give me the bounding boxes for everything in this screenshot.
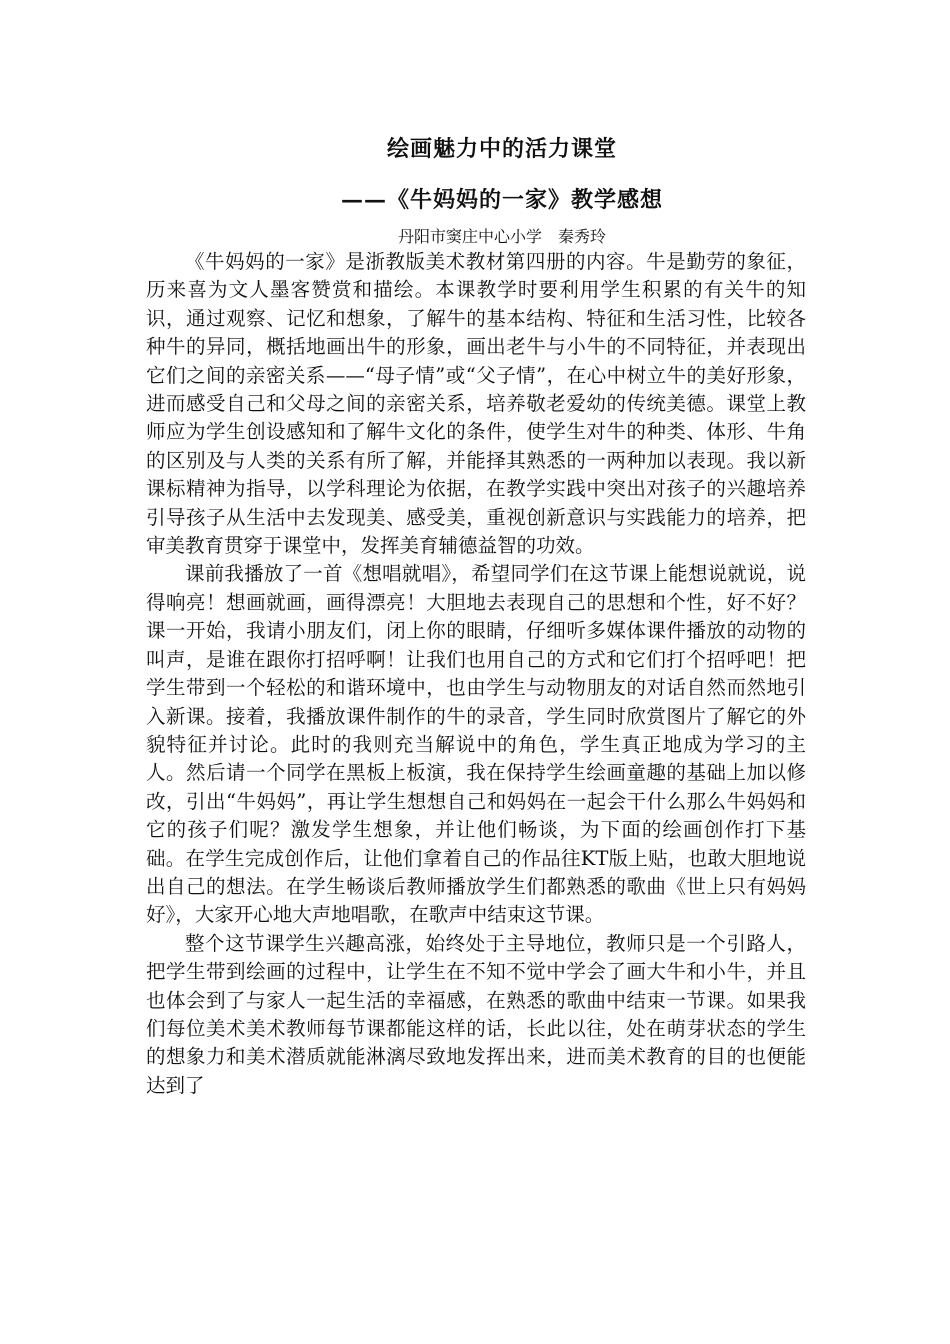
paragraph: 课前我播放了一首《想唱就唱》，希望同学们在这节课上能想说就说，说得响亮！想画就画，画得漂亮！大胆地去表现自己的思想和个性，好不好？课一开始，我请小朋友们，闭上你的眼睛，仔细听多媒体课件播放的动物的叫声，是谁在跟你打招呼啊！让我们也用自己的方式和它们打个招呼吧！把学生带到一个轻松的和谐环境中，也由学生与动物朋友的对话自然而然地引入新课。接着，我播放课件制作的牛的录音，学生同时欣赏图片了解它的外貌特征并讨论。此时的我则充当解说中的角色，学生真正地成为学习的主人。然后请一个同学在黑板上板演，我在保持学生绘画童趣的基础上加以修改，引出“牛妈妈”，再让学生想想自己和妈妈在一起会干什么那么牛妈妈和它的孩子们呢？激发学生想象，并让他们畅谈，为下面的绘画创作打下基础。在学生完成创作后，让他们拿着自己的作品往KT版上贴，也敢大胆地说出自己的想法。在学生畅谈后教师播放学生们都熟悉的歌曲《世上只有妈妈好》，大家开心地大声地唱歌，在歌声中结束这节课。 bbox=[146, 562, 806, 927]
author-byline: 丹阳市窦庄中心小学 秦秀玲 bbox=[397, 227, 606, 246]
document-body bbox=[146, 248, 806, 1100]
document-title: 绘画魅力中的活力课堂 bbox=[386, 136, 617, 162]
paragraph: 整个这节课学生兴趣高涨，始终处于主导地位，教师只是一个引路人，把学生带到绘画的过程中，让学生在不知不觉中学会了画大牛和小牛，并且也体会到了与家人一起生活的幸福感，在熟悉的歌曲中结束一节课。如果我们每位美术美术教师每节课都能这样的话，长此以往，处在萌芽状态的学生的想象力和美术潜质就能淋漓尽致地发挥出来，进而美术教育的目的也便能达到了 bbox=[146, 931, 806, 1097]
paragraph: 《牛妈妈的一家》是浙教版美术教材第四册的内容。牛是勤劳的象征，历来喜为文人墨客赞赏和描绘。本课教学时要利用学生积累的有关牛的知识，通过观察、记忆和想象，了解牛的基本结构、特征和生活习性，比较各种牛的异同，概括地画出牛的形象，画出老牛与小牛的不同特征，并表现出它们之间的亲密关系——“母子情”或“父子情”，在心中树立牛的美好形象，进而感受自己和父母之间的亲密关系，培养敬老爱幼的传统美德。课堂上教师应为学生创设感知和了解牛文化的条件，使学生对牛的种类、体形、牛角的区别及与人类的关系有所了解，并能择其熟悉的一两种加以表现。我以新课标精神为指导，以学科理论为依据，在教学实践中突出对孩子的兴趣培养引导孩子从生活中去发现美、感受美，重视创新意识与实践能力的培养，把审美教育贯穿于课堂中，发挥美育辅德益智的功效。 bbox=[146, 250, 806, 558]
document-subtitle: ——《牛妈妈的一家》教学感想 bbox=[340, 187, 663, 213]
